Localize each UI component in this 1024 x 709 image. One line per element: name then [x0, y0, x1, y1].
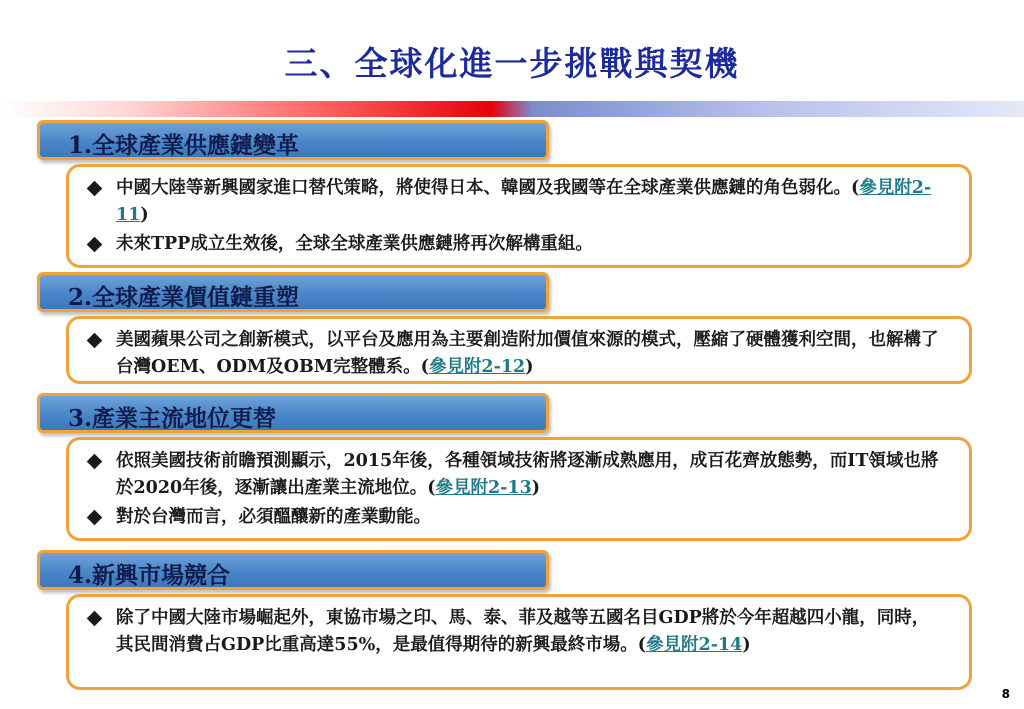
section-1-content-box	[66, 164, 972, 268]
section-1-heading: 1.全球產業供應鏈變革	[37, 120, 549, 160]
bullet-tail: )	[525, 357, 534, 377]
title-gradient-divider	[0, 101, 1024, 117]
diamond-bullet-icon	[87, 333, 103, 349]
appendix-link[interactable]: 參見附2-12	[428, 357, 526, 377]
page-number: 8	[1001, 687, 1010, 701]
section-4-content-box	[66, 594, 972, 690]
section-2-heading: 2.全球產業價值鏈重塑	[37, 272, 549, 312]
section-3-heading: 3.產業主流地位更替	[37, 393, 549, 433]
diamond-bullet-icon	[87, 454, 103, 470]
diamond-bullet-icon	[87, 237, 103, 253]
list-item	[87, 327, 945, 381]
appendix-link[interactable]: 參見附2-13	[435, 478, 532, 498]
section-2-content-box	[66, 316, 972, 384]
bullet-text: 對於台灣而言，必須醞釀新的產業動能。	[116, 507, 431, 527]
diamond-bullet-icon	[87, 181, 103, 197]
section-4-heading: 4.新興市場競合	[37, 550, 549, 590]
bullet-text: 依照美國技術前瞻預測顯示，2015年後，各種領域技術將逐漸成熟應用，成百花齊放態勢，而IT領域也將於2020年後，逐漸讓出產業主流地位。(	[116, 451, 939, 498]
bullet-tail: )	[531, 478, 541, 498]
diamond-bullet-icon	[87, 611, 103, 627]
list-item	[87, 231, 945, 258]
appendix-link[interactable]: 參見附2-14	[646, 635, 743, 655]
list-item	[87, 175, 945, 229]
slide-title: 三、全球化進一步挑戰與契機	[284, 44, 740, 83]
bullet-text: 未來TPP成立生效後，全球全球產業供應鏈將再次解構重組。	[116, 234, 593, 254]
section-3-content-box	[66, 437, 972, 541]
list-item	[87, 605, 945, 659]
list-item	[87, 448, 945, 502]
bullet-text: 除了中國大陸市場崛起外，東協市場之印、馬、泰、菲及越等五國名目GDP將於今年超越四小龍，同時，其民間消費占GDP比重高達55%，是最值得期待的新興最終市場。(	[116, 608, 930, 655]
appendix-link[interactable]: 參見附2-11	[116, 178, 932, 225]
diamond-bullet-icon	[87, 510, 103, 526]
list-item	[87, 504, 945, 531]
bullet-text: 美國蘋果公司之創新模式，以平台及應用為主要創造附加價值來源的模式，壓縮了硬體獲利空間，也解構了台灣OEM、ODM及OBM完整體系。(	[116, 330, 939, 377]
bullet-tail: )	[742, 635, 751, 655]
bullet-tail: )	[140, 205, 149, 225]
bullet-text: 中國大陸等新興國家進口替代策略，將使得日本、韓國及我國等在全球產業供應鏈的角色弱化。(	[116, 178, 860, 198]
